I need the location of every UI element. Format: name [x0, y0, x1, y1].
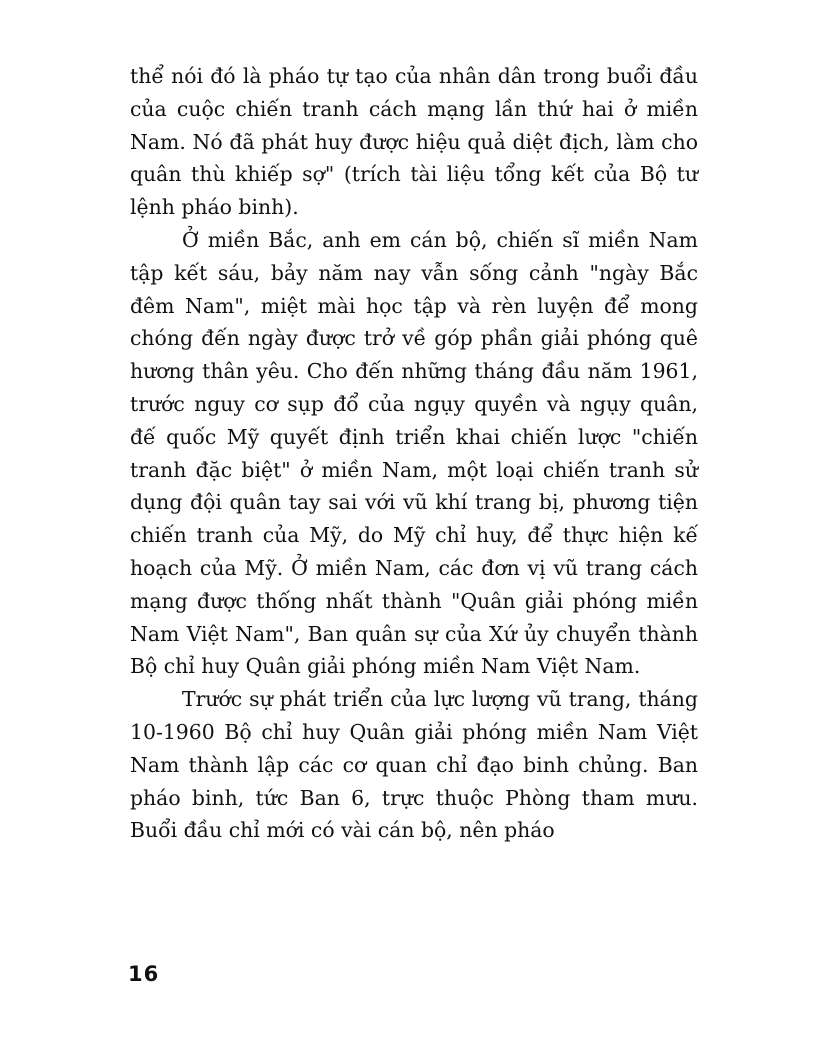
page-body [130, 60, 698, 847]
page-number: 16 [128, 962, 160, 986]
paragraph-artillery-branch: Trước sự phát triển của lực lượng vũ trang, tháng 10-1960 Bộ chỉ huy Quân giải phóng miền Nam Việt Nam thành lập các cơ quan chỉ đạo binh chủng. Ban pháo binh, tức Ban 6, trực thuộc Phòng tham mưu. Buổi đầu chỉ mới có vài cán bộ, nên pháo [130, 687, 698, 843]
paragraph-north-south: Ở miền Bắc, anh em cán bộ, chiến sĩ miền Nam tập kết sáu, bảy năm nay vẫn sống cảnh "ngày Bắc đêm Nam", miệt mài học tập và rèn luyện để mong chóng đến ngày được trở về góp phần giải phóng quê hương thân yêu. Cho đến những tháng đầu năm 1961, trước nguy cơ sụp đổ của ngụy quyền và ngụy quân, đế quốc Mỹ quyết định triển khai chiến lược "chiến tranh đặc biệt" ở miền Nam, một loại chiến tranh sử dụng đội quân tay sai với vũ khí trang bị, phương tiện chiến tranh của Mỹ, do Mỹ chỉ huy, để thực hiện kế hoạch của Mỹ. Ở miền Nam, các đơn vị vũ trang cách mạng được thống nhất thành "Quân giải phóng miền Nam Việt Nam", Ban quân sự của Xứ ủy chuyển thành Bộ chỉ huy Quân giải phóng miền Nam Việt Nam. [130, 227, 698, 679]
paragraph-continuation: thể nói đó là pháo tự tạo của nhân dân trong buổi đầu của cuộc chiến tranh cách mạng lần thứ hai ở miền Nam. Nó đã phát huy được hiệu quả diệt địch, làm cho quân thù khiếp sợ" (trích tài liệu tổng kết của Bộ tư lệnh pháo binh). [130, 64, 698, 220]
